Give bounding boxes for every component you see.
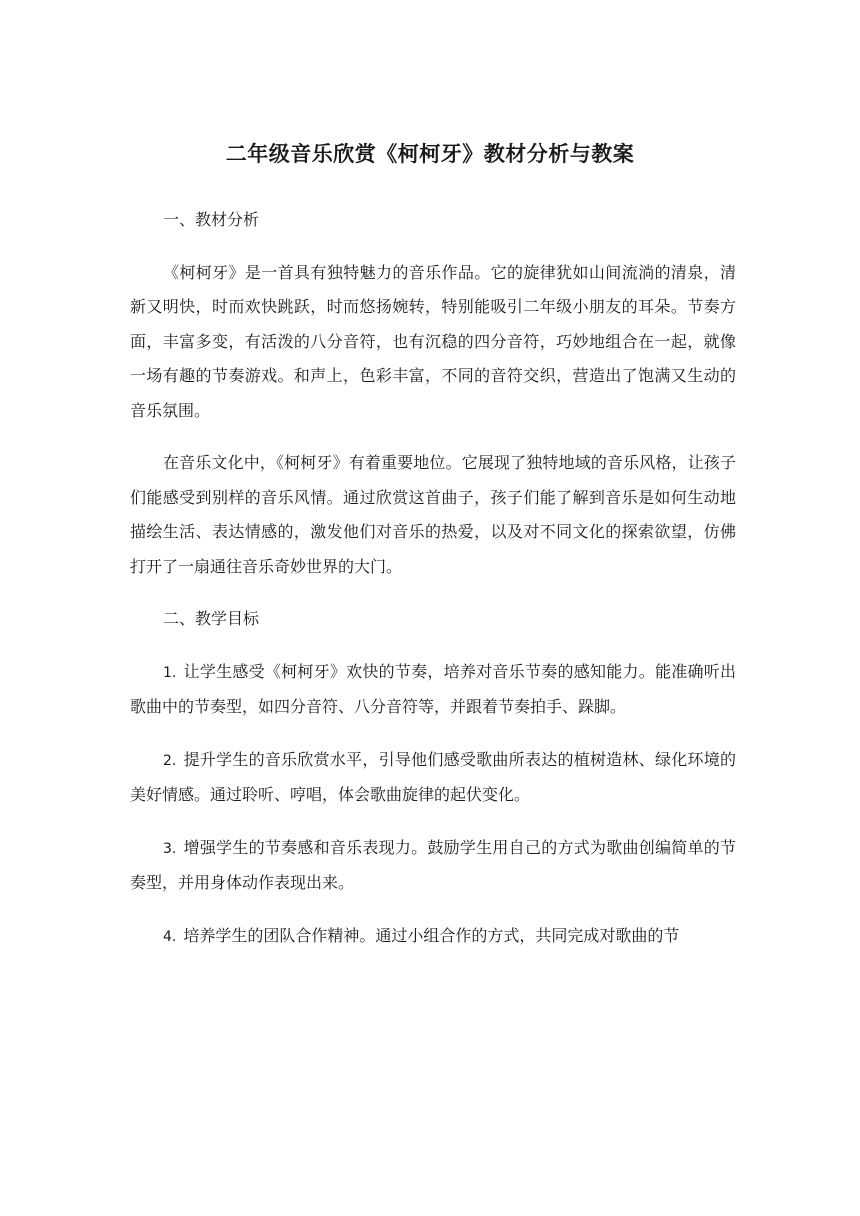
- document-body: [130, 203, 736, 972]
- goal-item-text: 提升学生的音乐欣赏水平，引导他们感受歌曲所表达的植树造林、绿化环境的美好情感。通过聆听、哼唱，体会歌曲旋律的起伏变化。: [130, 749, 736, 804]
- goal-item-number: 1.: [163, 664, 177, 681]
- goal-item-number: 4.: [163, 928, 177, 945]
- analysis-paragraph-2: 在音乐文化中，《柯柯牙》有着重要地位。它展现了独特地域的音乐风格，让孩子们能感受到别样的音乐风情。通过欣赏这首曲子，孩子们能了解到音乐是如何生动地描绘生活、表达情感的，激发他们对音乐的热爱，以及对不同文化的探索欲望，仿佛打开了一扇通往音乐奇妙世界的大门。: [130, 453, 736, 576]
- section-heading-goals: 二、教学目标: [163, 609, 260, 628]
- goal-item-text: 增强学生的节奏感和音乐表现力。鼓励学生用自己的方式为歌曲创编简单的节奏型，并用身体动作表现出来。: [130, 837, 736, 892]
- goal-item-4: [130, 919, 736, 955]
- goal-item-number: 3.: [163, 840, 177, 857]
- goal-item-number: 2.: [163, 752, 177, 769]
- goal-item-text: 培养学生的团队合作精神。通过小组合作的方式，共同完成对歌曲的节: [183, 925, 680, 945]
- goal-item-1: [130, 655, 736, 725]
- section-heading-analysis: 一、教材分析: [163, 210, 260, 229]
- goal-item-text: 让学生感受《柯柯牙》欢快的节奏，培养对音乐节奏的感知能力。能准确听出歌曲中的节奏型，如四分音符、八分音符等，并跟着节奏拍手、跺脚。: [130, 661, 736, 716]
- goal-item-3: [130, 831, 736, 901]
- analysis-paragraph-1: 《柯柯牙》是一首具有独特魅力的音乐作品。它的旋律犹如山间流淌的清泉，清新又明快，时而欢快跳跃，时而悠扬婉转，特别能吸引二年级小朋友的耳朵。节奏方面，丰富多变，有活泼的八分音符，也有沉稳的四分音符，巧妙地组合在一起，就像一场有趣的节奏游戏。和声上，色彩丰富，不同的音符交织，营造出了饱满又生动的音乐氛围。: [130, 262, 736, 420]
- goal-item-2: [130, 743, 736, 813]
- document-title: 二年级音乐欣赏《柯柯牙》教材分析与教案: [225, 142, 635, 166]
